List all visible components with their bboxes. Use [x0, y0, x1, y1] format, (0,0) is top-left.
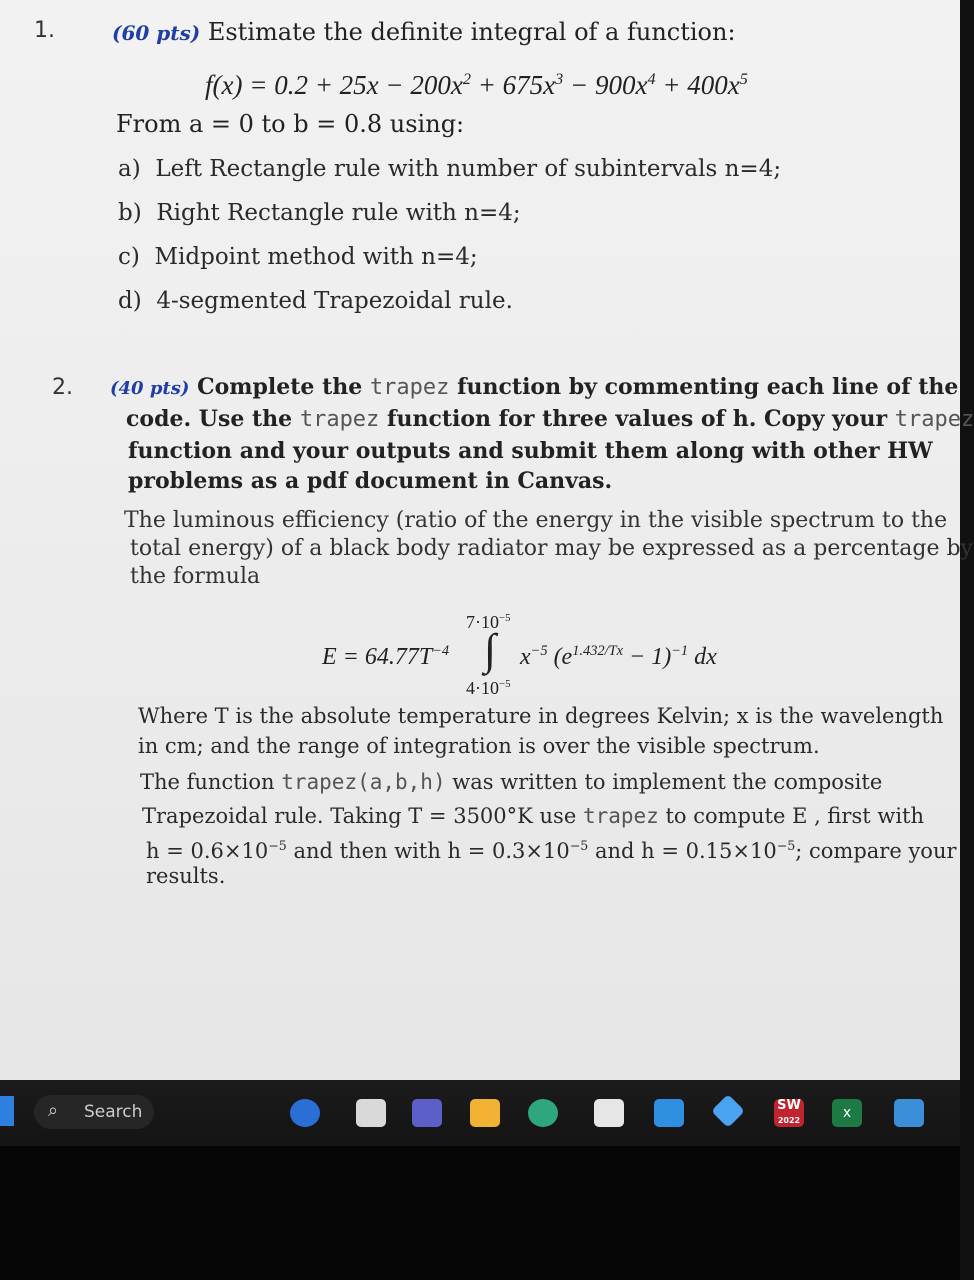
search-label: Search [84, 1102, 143, 1122]
list-item: d) 4-segmented Trapezoidal rule. [118, 288, 513, 314]
problem-2-line-1: (40 pts) Complete the trapez function by commenting each line of the [110, 374, 959, 400]
list-item: a) Left Rectangle rule with number of subintervals n=4; [118, 156, 782, 182]
taskbar-search[interactable] [34, 1095, 154, 1129]
copilot-icon[interactable] [290, 1099, 320, 1127]
luminous-text-1: The luminous efficiency (ratio of the energy in the visible spectrum to the [124, 508, 948, 533]
problem-1-title-line [112, 18, 736, 46]
task-view-icon[interactable] [356, 1099, 386, 1127]
function-text-4: results. [146, 864, 226, 888]
mail-icon[interactable] [654, 1099, 684, 1127]
function-text-2: Trapezoidal rule. Taking T = 3500°K use trapez to compute E , first with [142, 804, 925, 828]
function-text-1: The function trapez(a,b,h) was written to implement the composite [140, 770, 883, 794]
edge-icon[interactable] [528, 1099, 558, 1127]
calculator-icon[interactable] [894, 1099, 924, 1127]
integral-lower-limit: $4\cdot 10^{-5}$ [466, 678, 511, 698]
problem-2-number: 2. [52, 375, 73, 400]
teams-icon[interactable] [412, 1099, 442, 1127]
luminous-text-3: the formula [130, 564, 261, 589]
where-text-1: Where T is the absolute temperature in degrees Kelvin; x is the wavelength [138, 704, 944, 728]
windows-start-icon[interactable] [0, 1096, 14, 1126]
function-formula: $f(x) = 0.2 + 25x - 200x^2 + 675x^3 - 900x^4 + 400x^5$ [205, 70, 748, 100]
where-text-2: in cm; and the range of integration is over the visible spectrum. [138, 734, 820, 758]
luminous-text-2: total energy) of a black body radiator may be expressed as a percentage by [130, 536, 973, 561]
integral-upper-limit: $7\cdot 10^{-5}$ [466, 612, 511, 632]
store-icon[interactable] [594, 1099, 624, 1127]
solidworks-icon[interactable]: SW 2022 [774, 1099, 804, 1127]
list-item: b) Right Rectangle rule with n=4; [118, 200, 521, 226]
bottom-bezel [0, 1146, 960, 1280]
function-text-3: $h = 0.6\times 10^{-5}$ and then with $h = 0.3\times 10^{-5}$ and $h = 0.15\times 10^{-5}$; compare your [146, 838, 957, 863]
integrand: $x^{-5}$ $(e^{1.432/Tx} - 1)^{-1}$ dx [520, 643, 717, 670]
excel-icon[interactable]: x [832, 1099, 862, 1127]
problem-2-line-3: function and your outputs and submit them along with other HW [128, 438, 933, 464]
problem-1-points: (60 pts) [112, 21, 201, 45]
problem-1-title: Estimate the definite integral of a function: [207, 18, 736, 46]
list-item: c) Midpoint method with n=4; [118, 244, 478, 270]
integral-sign: ∫ [484, 625, 497, 674]
problem-1-number: 1. [34, 18, 55, 43]
integration-range: From a = 0 to b = 0.8 using: [116, 110, 465, 138]
problem-2-line-4: problems as a pdf document in Canvas. [128, 468, 613, 494]
integral-equation: $E = 64.77T^{-4}$ [322, 643, 450, 670]
search-icon: ⌕ [48, 1100, 59, 1121]
problem-2-line-2: code. Use the trapez function for three values of h. Copy your trapez [126, 406, 974, 432]
file-explorer-icon[interactable] [470, 1099, 500, 1127]
